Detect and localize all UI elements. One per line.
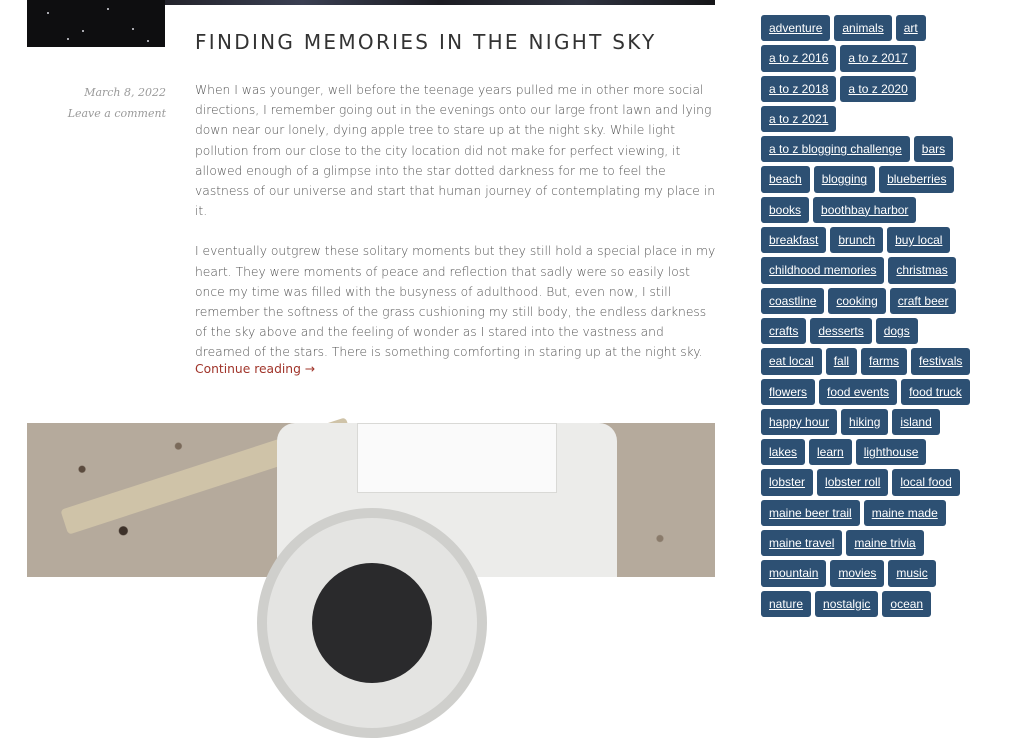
tag-cloud [761,15,973,617]
leave-comment-link[interactable]: Leave a comment [67,107,166,120]
tag-link[interactable]: a to z blogging challenge [761,136,910,162]
tag-link[interactable]: breakfast [761,227,826,253]
tag-link[interactable]: local food [892,469,959,495]
tag-link[interactable]: bars [914,136,953,162]
tag-link[interactable]: maine beer trail [761,500,860,526]
tag-link[interactable]: a to z 2017 [840,45,915,71]
tag-link[interactable]: adventure [761,15,830,41]
tag-link[interactable]: lighthouse [856,439,927,465]
tag-link[interactable]: food events [819,379,897,405]
tag-link[interactable]: movies [830,560,884,586]
tag-link[interactable]: lakes [761,439,805,465]
tag-link[interactable]: fall [826,348,857,374]
tag-link[interactable]: craft beer [890,288,957,314]
tag-link[interactable]: buy local [887,227,950,253]
tag-link[interactable]: happy hour [761,409,837,435]
tag-link[interactable]: boothbay harbor [813,197,916,223]
post-excerpt [195,80,717,383]
tag-link[interactable]: dogs [876,318,918,344]
tag-link[interactable]: christmas [888,257,955,283]
tag-link[interactable]: maine trivia [846,530,923,556]
tag-link[interactable]: coastline [761,288,824,314]
post-paragraph-2: I eventually outgrew these solitary moments but they still hold a special place in my heart. They were moments of peace and reflection that sadly were so easily lost once my time was filled with the busyness of adulthood. But, even now, I still remember the softness of the grass cushioning my still body, the endless darkness of the sky above and the feeling of wonder as I stared into the vastness and dreamed of the stars. There is something comforting in staring up at the night sky. [195,244,716,360]
tag-link[interactable]: a to z 2016 [761,45,836,71]
tag-link[interactable]: animals [834,15,891,41]
tag-link[interactable]: brunch [830,227,883,253]
tag-link[interactable]: crafts [761,318,806,344]
post-meta [27,82,166,124]
tag-link[interactable]: blueberries [879,166,954,192]
tag-link[interactable]: maine travel [761,530,842,556]
tag-link[interactable]: maine made [864,500,946,526]
tag-link[interactable]: nostalgic [815,591,878,617]
tag-link[interactable]: music [888,560,935,586]
post-paragraph-1: When I was younger, well before the teenage years pulled me in other more social directions, I remember going out in the evenings onto our large front lawn and lying down near our lonely, dying apple tree to stare up at the night sky. While light pollution from our close to the city location did not make for perfect viewing, it allowed enough of a glimpse into the star dotted darkness for me to feel the vastness of our universe and start that human journey of contemplating my place in it. [195,83,715,219]
tag-link[interactable]: lobster [761,469,813,495]
tag-link[interactable]: flowers [761,379,815,405]
tag-link[interactable]: farms [861,348,907,374]
tag-link[interactable]: mountain [761,560,826,586]
tag-link[interactable]: cooking [828,288,885,314]
tag-link[interactable]: hiking [841,409,888,435]
tag-link[interactable]: nature [761,591,811,617]
tag-link[interactable]: island [892,409,939,435]
tag-link[interactable]: a to z 2018 [761,76,836,102]
tag-link[interactable]: food truck [901,379,970,405]
continue-reading-link[interactable]: Continue reading → [195,362,316,376]
tag-link[interactable]: learn [809,439,852,465]
tag-link[interactable]: art [896,15,926,41]
tag-link[interactable]: eat local [761,348,822,374]
tag-link[interactable]: a to z 2021 [761,106,836,132]
tag-link[interactable]: beach [761,166,810,192]
tag-link[interactable]: ocean [882,591,931,617]
tag-link[interactable]: lobster roll [817,469,888,495]
post-date[interactable]: March 8, 2022 [84,86,166,99]
tag-link[interactable]: books [761,197,809,223]
tag-link[interactable]: festivals [911,348,970,374]
tag-link[interactable]: a to z 2020 [840,76,915,102]
camera-featured-image[interactable] [27,423,715,577]
tag-link[interactable]: childhood memories [761,257,884,283]
post-title[interactable]: FINDING MEMORIES IN THE NIGHT SKY [195,30,657,54]
tag-link[interactable]: desserts [810,318,871,344]
tag-link[interactable]: blogging [814,166,875,192]
